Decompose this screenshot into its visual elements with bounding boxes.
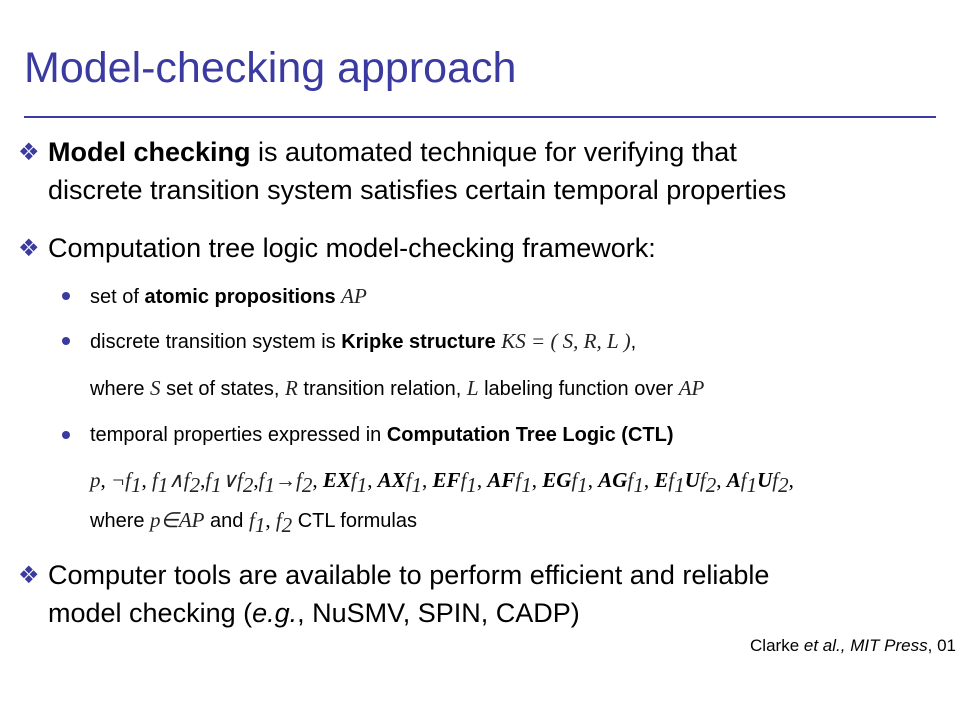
math-f: f: [515, 468, 522, 492]
sub-1: 1: [264, 473, 275, 497]
op-eg: EG: [542, 468, 572, 492]
diamond-quad-icon: ❖: [18, 138, 40, 166]
diamond-quad-icon: ❖: [18, 234, 40, 262]
bullet-model-checking: [18, 133, 786, 209]
sep: ,: [367, 468, 378, 492]
sep: ,: [141, 468, 153, 492]
bold-term: Computation Tree Logic (CTL): [386, 424, 674, 446]
sub-text: discrete transition system is: [90, 331, 342, 353]
sub-1: 1: [746, 473, 758, 497]
sub-1: 1: [254, 513, 266, 537]
sub-1: 1: [633, 473, 644, 497]
ctl-where-line: [62, 507, 417, 538]
op-u: U: [757, 468, 773, 492]
dot-icon: [62, 431, 70, 439]
sub-1: 1: [411, 473, 423, 497]
sub-1: 1: [577, 473, 588, 497]
citation-emphasis: et al., MIT Press: [803, 636, 928, 655]
sub-2: 2: [705, 473, 717, 497]
math-f: f: [405, 468, 412, 492]
sub-text: and: [204, 510, 249, 532]
bold-term: atomic propositions: [144, 286, 336, 308]
bullet-text: model checking (: [48, 598, 253, 628]
or-symbol: ∨: [221, 468, 238, 492]
bullet-text: Computation tree logic model-checking framework:: [48, 233, 656, 263]
sub-1: 1: [356, 473, 368, 497]
sub-2: 2: [281, 513, 293, 537]
math-ap: AP: [678, 376, 705, 400]
sep: ,: [265, 508, 276, 532]
bullet-text-line2: discrete transition system satisfies certain temporal properties: [48, 175, 787, 205]
sub-bullet-ctl: [62, 422, 673, 448]
math-p: p: [90, 468, 101, 492]
op-a: A: [726, 468, 741, 492]
math-f: f: [275, 508, 282, 532]
sep: ,: [716, 468, 727, 492]
sep: ,: [587, 468, 599, 492]
math-f: f: [183, 468, 190, 492]
sub-text: temporal properties expressed in: [90, 424, 387, 446]
math-l: L: [466, 376, 479, 400]
op-ax: AX: [377, 468, 406, 492]
kripke-explanation: [62, 375, 704, 402]
math-f: f: [295, 468, 302, 492]
math-ks: KS = ( S, R, L ): [501, 329, 631, 353]
op-e: E: [654, 468, 669, 492]
math-f: f: [772, 468, 779, 492]
math-f: f: [237, 468, 243, 492]
sub-1: 1: [211, 473, 222, 497]
sub-1: 1: [521, 473, 532, 497]
sub-text: CTL formulas: [292, 510, 417, 532]
math-f: f: [248, 508, 255, 532]
title-divider: [24, 116, 936, 118]
ctl-formula-line: p, $\neg f_1$, $f_1\wedge f_2,f_1\vee f_2,f_1\to f_2$, EXf$_1$, AXf$_1$, EFf$_1$, AFf$_1$, EGf$_1$, AGf$_1$, $Ef_1Uf_2$, $Af_1Uf_2$,: [90, 468, 794, 497]
math-f: f: [627, 468, 634, 492]
sep: ,: [312, 468, 323, 492]
sep: ,: [476, 468, 488, 492]
sub-text: set of: [90, 286, 145, 308]
math-f: f: [152, 468, 158, 492]
op-ef: EF: [432, 468, 461, 492]
op-af: AF: [487, 468, 516, 492]
bullet-ctl-framework: [18, 229, 656, 267]
sep: ,: [643, 468, 655, 492]
math-f: f: [125, 468, 132, 492]
bullet-text-line2: [48, 594, 769, 632]
op-u: U: [684, 468, 700, 492]
bullet-text: , NuSMV, SPIN, CADP): [297, 598, 580, 628]
math-f: f: [740, 468, 747, 492]
bullet-text: is automated technique for verifying that: [250, 137, 737, 167]
neg-symbol: ¬: [111, 468, 126, 492]
citation-text: Clarke: [750, 636, 804, 655]
and-symbol: ∧: [168, 468, 184, 492]
sub-2: 2: [242, 473, 254, 497]
sub-2: 2: [301, 473, 313, 497]
math-f: f: [350, 468, 357, 492]
citation-text: , 01: [927, 636, 956, 655]
dot-icon: [62, 337, 70, 345]
citation: [750, 636, 956, 656]
op-ag: AG: [598, 468, 628, 492]
bold-term: Kripke structure: [341, 331, 496, 353]
sub-text: set of states,: [160, 378, 286, 400]
sep: ,: [531, 468, 543, 492]
sub-text-comma: ,: [630, 331, 637, 353]
math-s: S: [150, 376, 161, 400]
sub-1: 1: [131, 473, 142, 497]
bold-term: Model checking: [48, 137, 251, 167]
math-f: f: [699, 468, 706, 492]
dot-icon: [62, 292, 70, 300]
math-f: f: [571, 468, 578, 492]
math-f: f: [668, 468, 675, 492]
sub-text: where: [90, 510, 151, 532]
math-f: f: [205, 468, 212, 492]
implies-symbol: →: [274, 468, 296, 492]
sep: ,: [100, 468, 111, 492]
sub-1: 1: [674, 473, 685, 497]
sep: ,: [422, 468, 433, 492]
sub-2: 2: [778, 473, 789, 497]
sub-bullet-kripke: [62, 328, 636, 355]
sub-1: 1: [466, 473, 477, 497]
page-title: Model-checking approach: [24, 44, 517, 92]
sub-1: 1: [157, 473, 169, 497]
math-p-in-ap: p∈AP: [150, 508, 205, 532]
sub-2: 2: [189, 473, 201, 497]
sub-text: labeling function over: [478, 378, 679, 400]
emphasis-text: e.g.: [252, 598, 298, 628]
diamond-quad-icon: ❖: [18, 561, 40, 589]
bullet-text: Computer tools are available to perform efficient and reliable: [48, 560, 770, 590]
math-ap: AP: [341, 284, 367, 308]
math-r: R: [285, 376, 298, 400]
sub-text: where: [90, 378, 151, 400]
bullet-computer-tools: [18, 556, 769, 632]
math-f: f: [258, 468, 265, 492]
sub-text: transition relation,: [297, 378, 467, 400]
op-ex: EX: [322, 468, 351, 492]
sub-bullet-atomic-propositions: [62, 283, 367, 310]
math-f: f: [460, 468, 467, 492]
